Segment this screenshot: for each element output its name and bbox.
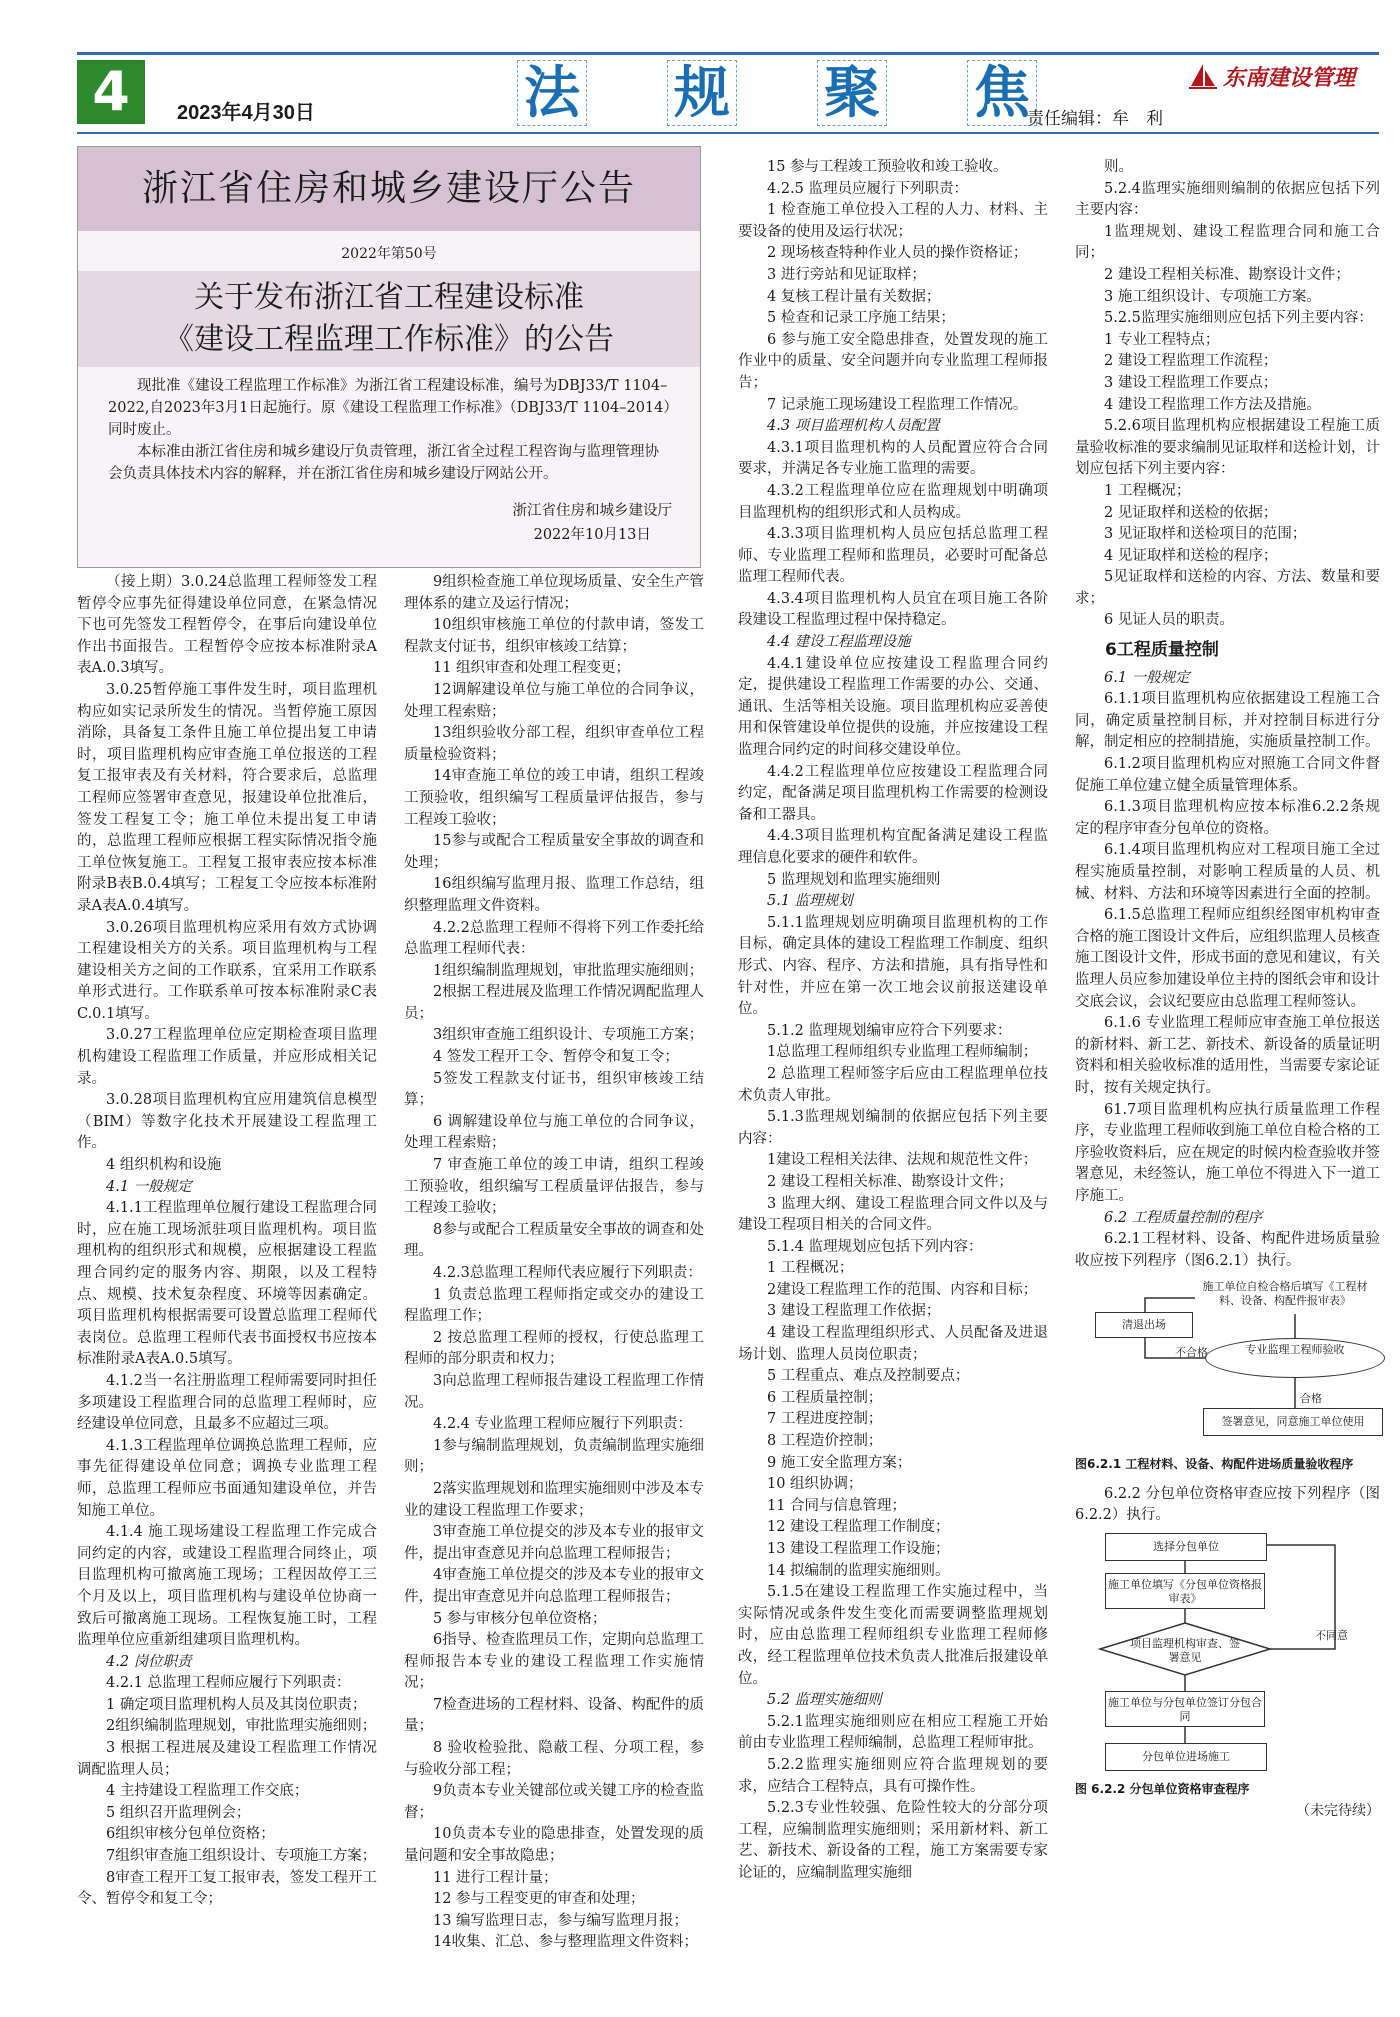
paragraph: 7组织审查施工组织设计、专项施工方案；: [106, 1848, 377, 1865]
paragraph: 6组织审核分包单位资格；: [106, 1826, 275, 1843]
paragraph: 3 建设工程监理工作依据；: [767, 1303, 941, 1320]
flow-step-fill-form: 施工单位填写《分包单位资格报审表》: [1105, 1573, 1265, 1609]
paragraph: 1总监理工程师组织专业监理工程师编制；: [767, 1044, 1038, 1061]
paragraph: 4.1 一般规定: [106, 1178, 192, 1195]
paragraph: 6.1.4项目监理机构应对工程项目施工全过程实施质量控制，对影响工程质量的人员、机械、材料、方法和环境等因素进行全面的控制。: [1075, 842, 1380, 902]
paragraph: 4.2.5 监理员应履行下列职责：: [767, 180, 969, 197]
paragraph: 5签发工程款支付证书，组织审核竣工结算；: [404, 1070, 704, 1109]
paragraph: 4 复核工程计量有关数据；: [767, 288, 941, 305]
paragraph: 15 参与工程竣工预验收和竣工验收。: [767, 159, 1008, 175]
figure-caption: 图6.2.1 工程材料、设备、构配件进场质量验收程序: [1075, 1457, 1354, 1472]
column-title: [517, 58, 1037, 128]
paragraph: 3审查施工单位提交的涉及本专业的报审文件，提出审查意见并向总监理工程师报告；: [404, 1524, 704, 1562]
text-column-4: [1075, 157, 1380, 1835]
paragraph: 6 见证人员的职责。: [1104, 612, 1234, 629]
paragraph: 4 建设工程监理组织形式、人员配备及进退场计划、监理人员岗位职责；: [738, 1325, 1048, 1363]
paragraph: 14审查施工单位的竣工申请，组织工程竣工预验收，组织编写工程质量评估报告，参与工程竣工验收；: [404, 768, 704, 828]
paragraph: 4.4.3项目监理机构宜配备满足建设工程监理信息化要求的硬件和软件。: [738, 828, 1048, 866]
paragraph: 13组织验收分部工程，组织审查单位工程质量检验资料；: [404, 725, 704, 763]
paragraph: 12 参与工程变更的审查和处理；: [433, 1891, 645, 1908]
paragraph: 4 签发工程开工令、暂停令和复工令；: [433, 1049, 679, 1066]
logo-text: 东南建设管理: [1223, 64, 1356, 91]
paragraph: 1参与编制监理规划，负责编制监理实施细则；: [404, 1437, 704, 1476]
paragraph: 12调解建设单位与施工单位的合同争议，处理工程索赔；: [404, 681, 704, 720]
subtitle-line: 《建设工程监理工作标准》的公告: [164, 322, 614, 357]
paragraph: 5.2.5监理实施细则应包括下列主要内容：: [1104, 310, 1373, 327]
announcement-box: [77, 146, 701, 568]
paragraph: 8 工程造价控制；: [767, 1433, 883, 1450]
paragraph: 7 记录施工现场建设工程监理工作情况。: [767, 396, 1028, 413]
paragraph: 5见证取样和送检的内容、方法、数量和要求；: [1075, 569, 1380, 607]
paragraph: 4.1.1工程监理单位履行建设工程监理合同时，应在施工现场派驻项目监理机构。项目监理机构的组织形式和规模，应根据建设工程监理合同约定的服务内容、期限，以及工程特点、规模、技术复杂程度、环境等因素确定。项目监理机构根据需要可设置总监理工程师代表岗位。总监理工程师代表书面授权书应按本标准附录A表A.0.5填写。: [77, 1200, 377, 1368]
paragraph: 5.1 监理规划: [767, 893, 853, 910]
paragraph: 7检查进场的工程材料、设备、构配件的质量；: [404, 1696, 704, 1735]
column-title-char: 聚: [817, 60, 887, 126]
paragraph: 6.2.1工程材料、设备、构配件进场质量验收应按下列程序（图6.2.1）执行。: [1075, 1231, 1380, 1269]
paragraph: 13 编写监理日志，参与编写监理月报；: [433, 1912, 689, 1929]
paragraph: 4.1.4 施工现场建设工程监理工作完成合同约定的内容，或建设工程监理合同终止，项目监理机构可撤离施工现场；工程因故停工三个月及以上，项目监理机构与建设单位协商一致后可撤离施工现场。工程恢复施工时，工程监理单位应重新组建项目监理机构。: [77, 1524, 377, 1649]
paragraph: 9组织检查施工单位现场质量、安全生产管理体系的建立及运行情况；: [404, 574, 704, 612]
paragraph: 5.1.1监理规划应明确项目监理机构的工作目标，确定具体的建设工程监理工作制度、组织形式、内容、程序、方法和措施，具有指导性和针对性，并应在第一次工地会议前报送建设单位。: [738, 914, 1048, 1018]
paragraph: 6.1.1项目监理机构应依据建设工程施工合同，确定质量控制目标，并对控制目标进行分解，制定相应的控制措施，实施质量控制工作。: [1075, 691, 1380, 751]
paragraph: 6 调解建设单位与施工单位的合同争议，处理工程索赔；: [404, 1113, 704, 1152]
flow-step-contract: 施工单位与分包单位签订分包合同: [1105, 1691, 1265, 1727]
paragraph: 3组织审查施工组织设计、专项施工方案；: [433, 1027, 704, 1044]
paragraph: 则。: [1104, 159, 1133, 175]
paragraph: 1 负责总监理工程师指定或交办的建设工程监理工作；: [404, 1286, 704, 1325]
paragraph: 1 工程概况；: [767, 1260, 854, 1277]
paragraph: 14 拟编制的监理实施细则。: [767, 1562, 950, 1579]
paragraph: 2 建设工程监理工作流程；: [1104, 353, 1278, 370]
paragraph: 5 参与审核分包单位资格；: [433, 1610, 607, 1627]
text-column-1: [77, 572, 377, 1911]
paragraph: 5.2.3专业性较强、危险性较大的分部分项工程，应编制监理实施细则；采用新材料、新工艺、新技术、新设备的工程，施工方案需要专家论证的，应编制监理实施细: [738, 1800, 1048, 1881]
paragraph: 2 建设工程相关标准、勘察设计文件；: [767, 1173, 1013, 1190]
paragraph: 13 建设工程监理工作设施；: [767, 1541, 950, 1557]
paragraph: 15参与或配合工程质量安全事故的调查和处理；: [404, 833, 704, 871]
paragraph: 6.2.2 分包单位资格审查应按下列程序（图6.2.2）执行。: [1075, 1485, 1380, 1524]
paragraph: 1 专业工程特点；: [1104, 331, 1220, 348]
paragraph: 4 组织机构和设施: [106, 1157, 222, 1174]
flowchart-subcontractor-review: [1075, 1531, 1380, 1831]
flow-label-reject: 不同意: [1315, 1629, 1348, 1643]
paragraph: 10负责本专业的隐患排查，处置发现的质量问题和安全事故隐患；: [404, 1826, 704, 1865]
paragraph: 4.3.3项目监理机构人员应包括总监理工程师、专业监理工程师和监理员，必要时可配备总监理工程师代表。: [738, 526, 1048, 586]
subtitle-line: 关于发布浙江省工程建设标准: [194, 280, 584, 315]
section-heading: 6工程质量控制: [1105, 640, 1219, 661]
paragraph: 8审查工程开工复工报审表，签发工程开工令、暂停令和复工令；: [77, 1869, 377, 1908]
paragraph: 1监理规划、建设工程监理合同和施工合同；: [1075, 223, 1380, 262]
editor-credit: 责任编辑：牟 利: [1027, 109, 1163, 128]
paragraph: 61.7项目监理机构应执行质量监理工作程序，专业监理工程师收到施工单位自检合格的工序验收资料后，应在规定的时候内检查验收并签署意见，未经签认，施工单位不得进入下一道工序施工。: [1075, 1101, 1380, 1204]
paragraph: 7 工程进度控制；: [767, 1411, 883, 1428]
paragraph: 6 工程质量控制；: [767, 1389, 883, 1406]
paragraph: 3 施工组织设计、专项施工方案。: [1104, 288, 1321, 305]
paragraph: 11 进行工程计量；: [433, 1869, 558, 1886]
paragraph: 6.1.3项目监理机构应按本标准6.2.2条规定的程序审查分包单位的资格。: [1075, 799, 1380, 837]
paragraph: 8参与或配合工程质量安全事故的调查和处理。: [404, 1221, 704, 1260]
paragraph: 10 组织协调；: [767, 1476, 863, 1493]
paragraph: 4.2 岗位职责: [106, 1653, 192, 1670]
paragraph: 5 检查和记录工序施工结果；: [767, 310, 955, 327]
paragraph: 7 审查施工单位的竣工申请，组织工程竣工预验收，组织编写工程质量评估报告，参与工程竣工验收；: [404, 1157, 704, 1217]
sail-logo-icon: [1187, 60, 1219, 92]
paragraph: 1 工程概况；: [1104, 482, 1191, 499]
text-column-3: [738, 157, 1048, 1885]
paragraph: 4审查施工单位提交的涉及本专业的报审文件，提出审查意见并向总监理工程师报告；: [404, 1567, 704, 1605]
paragraph: 6.1.5总监理工程师应组织经图审机构审查合格的施工图设计文件后，应组织监理人员核查施工图设计文件，形成书面的意见和建议，有关监理人员应参加建设单位主持的图纸会审和设计交底会议，会议纪要应由总监理工程师签认。: [1075, 907, 1380, 1010]
paragraph: 4.3 项目监理机构人员配置: [767, 418, 940, 435]
paragraph: 4.3.4项目监理机构人员宜在项目施工各阶段建设工程监理过程中保持稳定。: [738, 590, 1048, 629]
paragraph: 4.2.4 专业监理工程师应履行下列职责：: [433, 1416, 693, 1433]
paragraph: 3.0.28项目监理机构宜应用建筑信息模型（BIM）等数字化技术开展建设工程监理工作。: [77, 1092, 377, 1152]
announcement-body: [108, 375, 672, 485]
paragraph: 3 建设工程监理工作要点；: [1104, 374, 1278, 391]
paragraph: 9负责本专业关键部位或关键工序的检查监督；: [404, 1783, 704, 1821]
paragraph: 6.2 工程质量控制的程序: [1104, 1209, 1263, 1226]
paragraph: 5.1.5在建设工程监理工作实施过程中，当实际情况或条件发生变化而需要调整监理规划时，应由总监理工程师组织专业监理工程师修改，经工程监理单位技术负责人批准后报建设单位。: [738, 1584, 1048, 1687]
page-number: 4: [77, 60, 145, 124]
paragraph: 3向总监理工程师报告建设工程监理工作情况。: [404, 1372, 704, 1411]
paragraph: 2建设工程监理工作的范围、内容和目标；: [767, 1281, 1038, 1298]
paragraph: 5.2 监理实施细则: [767, 1692, 882, 1709]
announcement-paragraph: 现批准《建设工程监理工作标准》为浙江省工程建设标准，编号为DBJ33/T 1104–2022,自2023年3月1日起施行。原《建设工程监理工作标准》（DBJ33/T 1104–2014）同时废止。: [108, 378, 671, 438]
paragraph: 4 见证取样和送检的程序；: [1104, 547, 1278, 564]
announcement-paragraph: 本标准由浙江省住房和城乡建设厅负责管理，浙江省全过程工程咨询与监理管理协会负责具体技术内容的解释，并在浙江省住房和城乡建设厅网站公开。: [108, 444, 659, 482]
paragraph: 2 建设工程相关标准、勘察设计文件；: [1104, 266, 1350, 283]
flow-step-reject: 清退出场: [1095, 1312, 1193, 1338]
paragraph: 2组织编制监理规划，审批监理实施细则；: [106, 1718, 377, 1735]
figure-caption: 图 6.2.2 分包单位资格审查程序: [1075, 1782, 1250, 1797]
paragraph: 5.2.4监理实施细则编制的依据应包括下列主要内容：: [1075, 180, 1380, 219]
paragraph: 3 见证取样和送检项目的范围；: [1104, 526, 1307, 543]
issue-date: 2023年4月30日: [177, 102, 315, 124]
flow-label-fail: 不合格: [1175, 1346, 1208, 1360]
paragraph: 5.1.3监理规划编制的依据应包括下列主要内容：: [738, 1109, 1048, 1147]
announcement-subtitle: [78, 271, 700, 367]
paragraph: 11 合同与信息管理；: [767, 1497, 907, 1514]
header-bottom-rule: [77, 132, 1379, 134]
column-title-char: 法: [517, 60, 587, 126]
flowchart-material-acceptance: [1075, 1278, 1380, 1448]
sign-date: 2022年10月13日: [533, 527, 651, 543]
header-top-rule: [77, 52, 1379, 55]
paragraph: 1 检查施工单位投入工程的人力、材料、主要设备的使用及运行状况；: [738, 202, 1048, 240]
column-title-char: 规: [667, 60, 737, 126]
paragraph: 3.0.27工程监理单位应定期检查项目监理机构建设工程监理工作质量，并应形成相关记录。: [77, 1027, 377, 1087]
to-be-continued: （未完待续）: [1296, 1803, 1380, 1820]
paragraph: 5.2.6项目监理机构应根据建设工程施工质量验收标准的要求编制见证取样和送检计划，计划应包括下列主要内容：: [1075, 418, 1380, 478]
flow-step-submit: 施工单位自检合格后填写《工程材料、设备、构配件报审表》: [1195, 1280, 1375, 1312]
paragraph: 4.3.1项目监理机构的人员配置应符合合同要求，并满足各专业施工监理的需要。: [738, 439, 1048, 478]
flow-step-select: 选择分包单位: [1105, 1533, 1267, 1561]
paragraph: 4.3.2工程监理单位应在监理规划中明确项目监理机构的组织形式和人员构成。: [738, 482, 1048, 521]
paragraph: 2 见证取样和送检的依据；: [1104, 504, 1278, 521]
column-title-char: 焦: [967, 60, 1037, 126]
paragraph: 4 主持建设工程监理工作交底；: [106, 1783, 309, 1800]
paragraph: 2根据工程进展及监理工作情况调配监理人员；: [404, 984, 704, 1022]
paragraph: 6指导、检查监理员工作，定期向总监理工程师报告本专业的建设工程监理工作实施情况；: [404, 1632, 704, 1692]
announcement-number: 2022年第50号: [341, 246, 437, 262]
flow-label-pass: 合格: [1300, 1392, 1322, 1406]
paragraph: 4.4 建设工程监理设施: [767, 634, 911, 651]
announcement-title: 浙江省住房和城乡建设厅公告: [78, 147, 700, 231]
paragraph: 4.2.2总监理工程师不得将下列工作委托给总监理工程师代表：: [404, 919, 704, 958]
paragraph: 11 组织审查和处理工程变更；: [433, 660, 631, 677]
paragraph: 6.1.6 专业监理工程师应审查施工单位报送的新材料、新工艺、新技术、新设备的质量证明资料和相关验收标准的适用性，当需要专家论证时，按有关规定执行。: [1075, 1015, 1380, 1096]
paragraph: 2落实监理规划和监理实施细则中涉及本专业的建设工程监理工作要求；: [404, 1480, 704, 1519]
paragraph: 4.2.3总监理工程师代表应履行下列职责：: [433, 1265, 702, 1281]
paragraph: 3 监理大纲、建设工程监理合同文件以及与建设工程项目相关的合同文件。: [738, 1195, 1048, 1234]
paragraph: 2 按总监理工程师的授权，行使总监理工程师的部分职责和权力；: [404, 1329, 704, 1368]
signer: 浙江省住房和城乡建设厅: [512, 503, 672, 519]
paragraph: 5 监理规划和监理实施细则: [767, 871, 941, 888]
paragraph: 2 总监理工程师签字后应由工程监理单位技术负责人审批。: [738, 1065, 1048, 1104]
paragraph: 4 建设工程监理工作方法及措施。: [1104, 396, 1321, 413]
paragraph: 4.4.2工程监理单位应按建设工程监理合同约定，配备满足项目监理机构工作需要的检测设备和工器具。: [738, 763, 1048, 823]
paragraph: 4.1.2当一名注册监理工程师需要同时担任多项建设工程监理合同的总监理工程师时，应经建设单位同意，且最多不应超过三项。: [77, 1372, 377, 1433]
paragraph: 3 进行旁站和见证取样；: [767, 266, 926, 283]
paragraph: 1建设工程相关法律、法规和规范性文件；: [767, 1152, 1038, 1169]
paragraph: 4.1.3工程监理单位调换总监理工程师，应事先征得建设单位同意；调换专业监理工程师，总监理工程师应书面通知建设单位，并告知施工单位。: [77, 1437, 377, 1519]
flow-step-review: 项目监理机构审查、签署意见: [1130, 1637, 1240, 1665]
paragraph: 5.1.2 监理规划编审应符合下列要求：: [767, 1022, 1012, 1039]
paragraph: 9 施工安全监理方案；: [767, 1454, 912, 1471]
flow-step-approve: 签署意见，同意施工单位使用: [1203, 1408, 1383, 1436]
paragraph: 1 确定项目监理机构人员及其岗位职责；: [106, 1696, 367, 1713]
paragraph: 5.2.2监理实施细则应符合监理规划的要求，应结合工程特点，具有可操作性。: [738, 1756, 1048, 1795]
text-column-2: [404, 572, 704, 1954]
paragraph: 4.2.1 总监理工程师应履行下列职责：: [106, 1675, 351, 1692]
paragraph: 4.4.1建设单位应按建设工程监理合同约定，提供建设工程监理工作需要的办公、交通、通讯、生活等相关设施。项目监理机构应妥善使用和保管建设单位提供的设施，并应按建设工程监理合同约定的时间移交建设单位。: [738, 655, 1048, 759]
paragraph: 8 验收检验批、隐蔽工程、分项工程，参与验收分部工程；: [404, 1740, 704, 1778]
page-header: [77, 52, 1379, 134]
paragraph: 5 组织召开监理例会；: [106, 1804, 251, 1821]
paragraph: 1组织编制监理规划，审批监理实施细则；: [433, 962, 704, 979]
paragraph: 14收集、汇总、参与整理监理文件资料；: [433, 1934, 698, 1951]
paragraph: 3.0.26项目监理机构应采用有效方式协调工程建设相关方的关系。项目监理机构与工程建设相关方之间的工作联系，宜采用工作联系单形式进行。工作联系单可按本标准附录C表C.0.1填写。: [77, 919, 377, 1022]
flow-step-enter-site: 分包单位进场施工: [1105, 1743, 1267, 1771]
paragraph: 16组织编写监理月报、监理工作总结，组织整理监理文件资料。: [404, 876, 704, 914]
flow-step-inspect: 专业监理工程师验收: [1205, 1338, 1385, 1378]
newspaper-logo: [1187, 56, 1377, 96]
paragraph: （接上期）3.0.24总监理工程师签发工程暂停令应事先征得建设单位同意，在紧急情况下也可先签发工程暂停令，在事后向建设单位作出书面报告。工程暂停令应按本标准附录A表A.0.3填写。: [77, 574, 377, 677]
paragraph: 5 工程重点、难点及控制要点；: [767, 1368, 970, 1385]
announcement-signature: [513, 499, 673, 547]
paragraph: 3.0.25暂停施工事件发生时，项目监理机构应如实记录所发生的情况。当暂停施工原因消除，具备复工条件且施工单位提出复工申请时，项目监理机构应审查施工单位报送的工程复工报审表及有关材料，符合要求后，总监理工程师应签署审查意见，报建设单位批准后，签发工程复工令；施工单位未提出复工申请的，总监理工程师应根据工程实际情况指令施工单位恢复施工。工程复工报审表应按本标准附录B表B.0.4填写；工程复工令应按本标准附录A表A.0.4填写。: [77, 681, 377, 914]
paragraph: 2 现场核查特种作业人员的操作资格证；: [767, 245, 1028, 262]
paragraph: 12 建设工程监理工作制度；: [767, 1519, 950, 1536]
paragraph: 6 参与施工安全隐患排查，处置发现的施工作业中的质量、安全问题并向专业监理工程师报告；: [738, 331, 1048, 391]
paragraph: 10组织审核施工单位的付款申请，签发工程款支付证书，组织审核竣工结算；: [404, 617, 704, 655]
paragraph: 5.1.4 监理规划应包括下列内容：: [767, 1238, 983, 1255]
paragraph: 3 根据工程进展及建设工程监理工作情况调配监理人员；: [77, 1740, 377, 1778]
paragraph: 5.2.1监理实施细则应在相应工程施工开始前由专业监理工程师编制，总监理工程师审批。: [738, 1713, 1048, 1752]
paragraph: 6.1.2项目监理机构应对照施工合同文件督促施工单位建立健全质量管理体系。: [1075, 756, 1380, 794]
paragraph: 6.1 一般规定: [1104, 669, 1190, 686]
